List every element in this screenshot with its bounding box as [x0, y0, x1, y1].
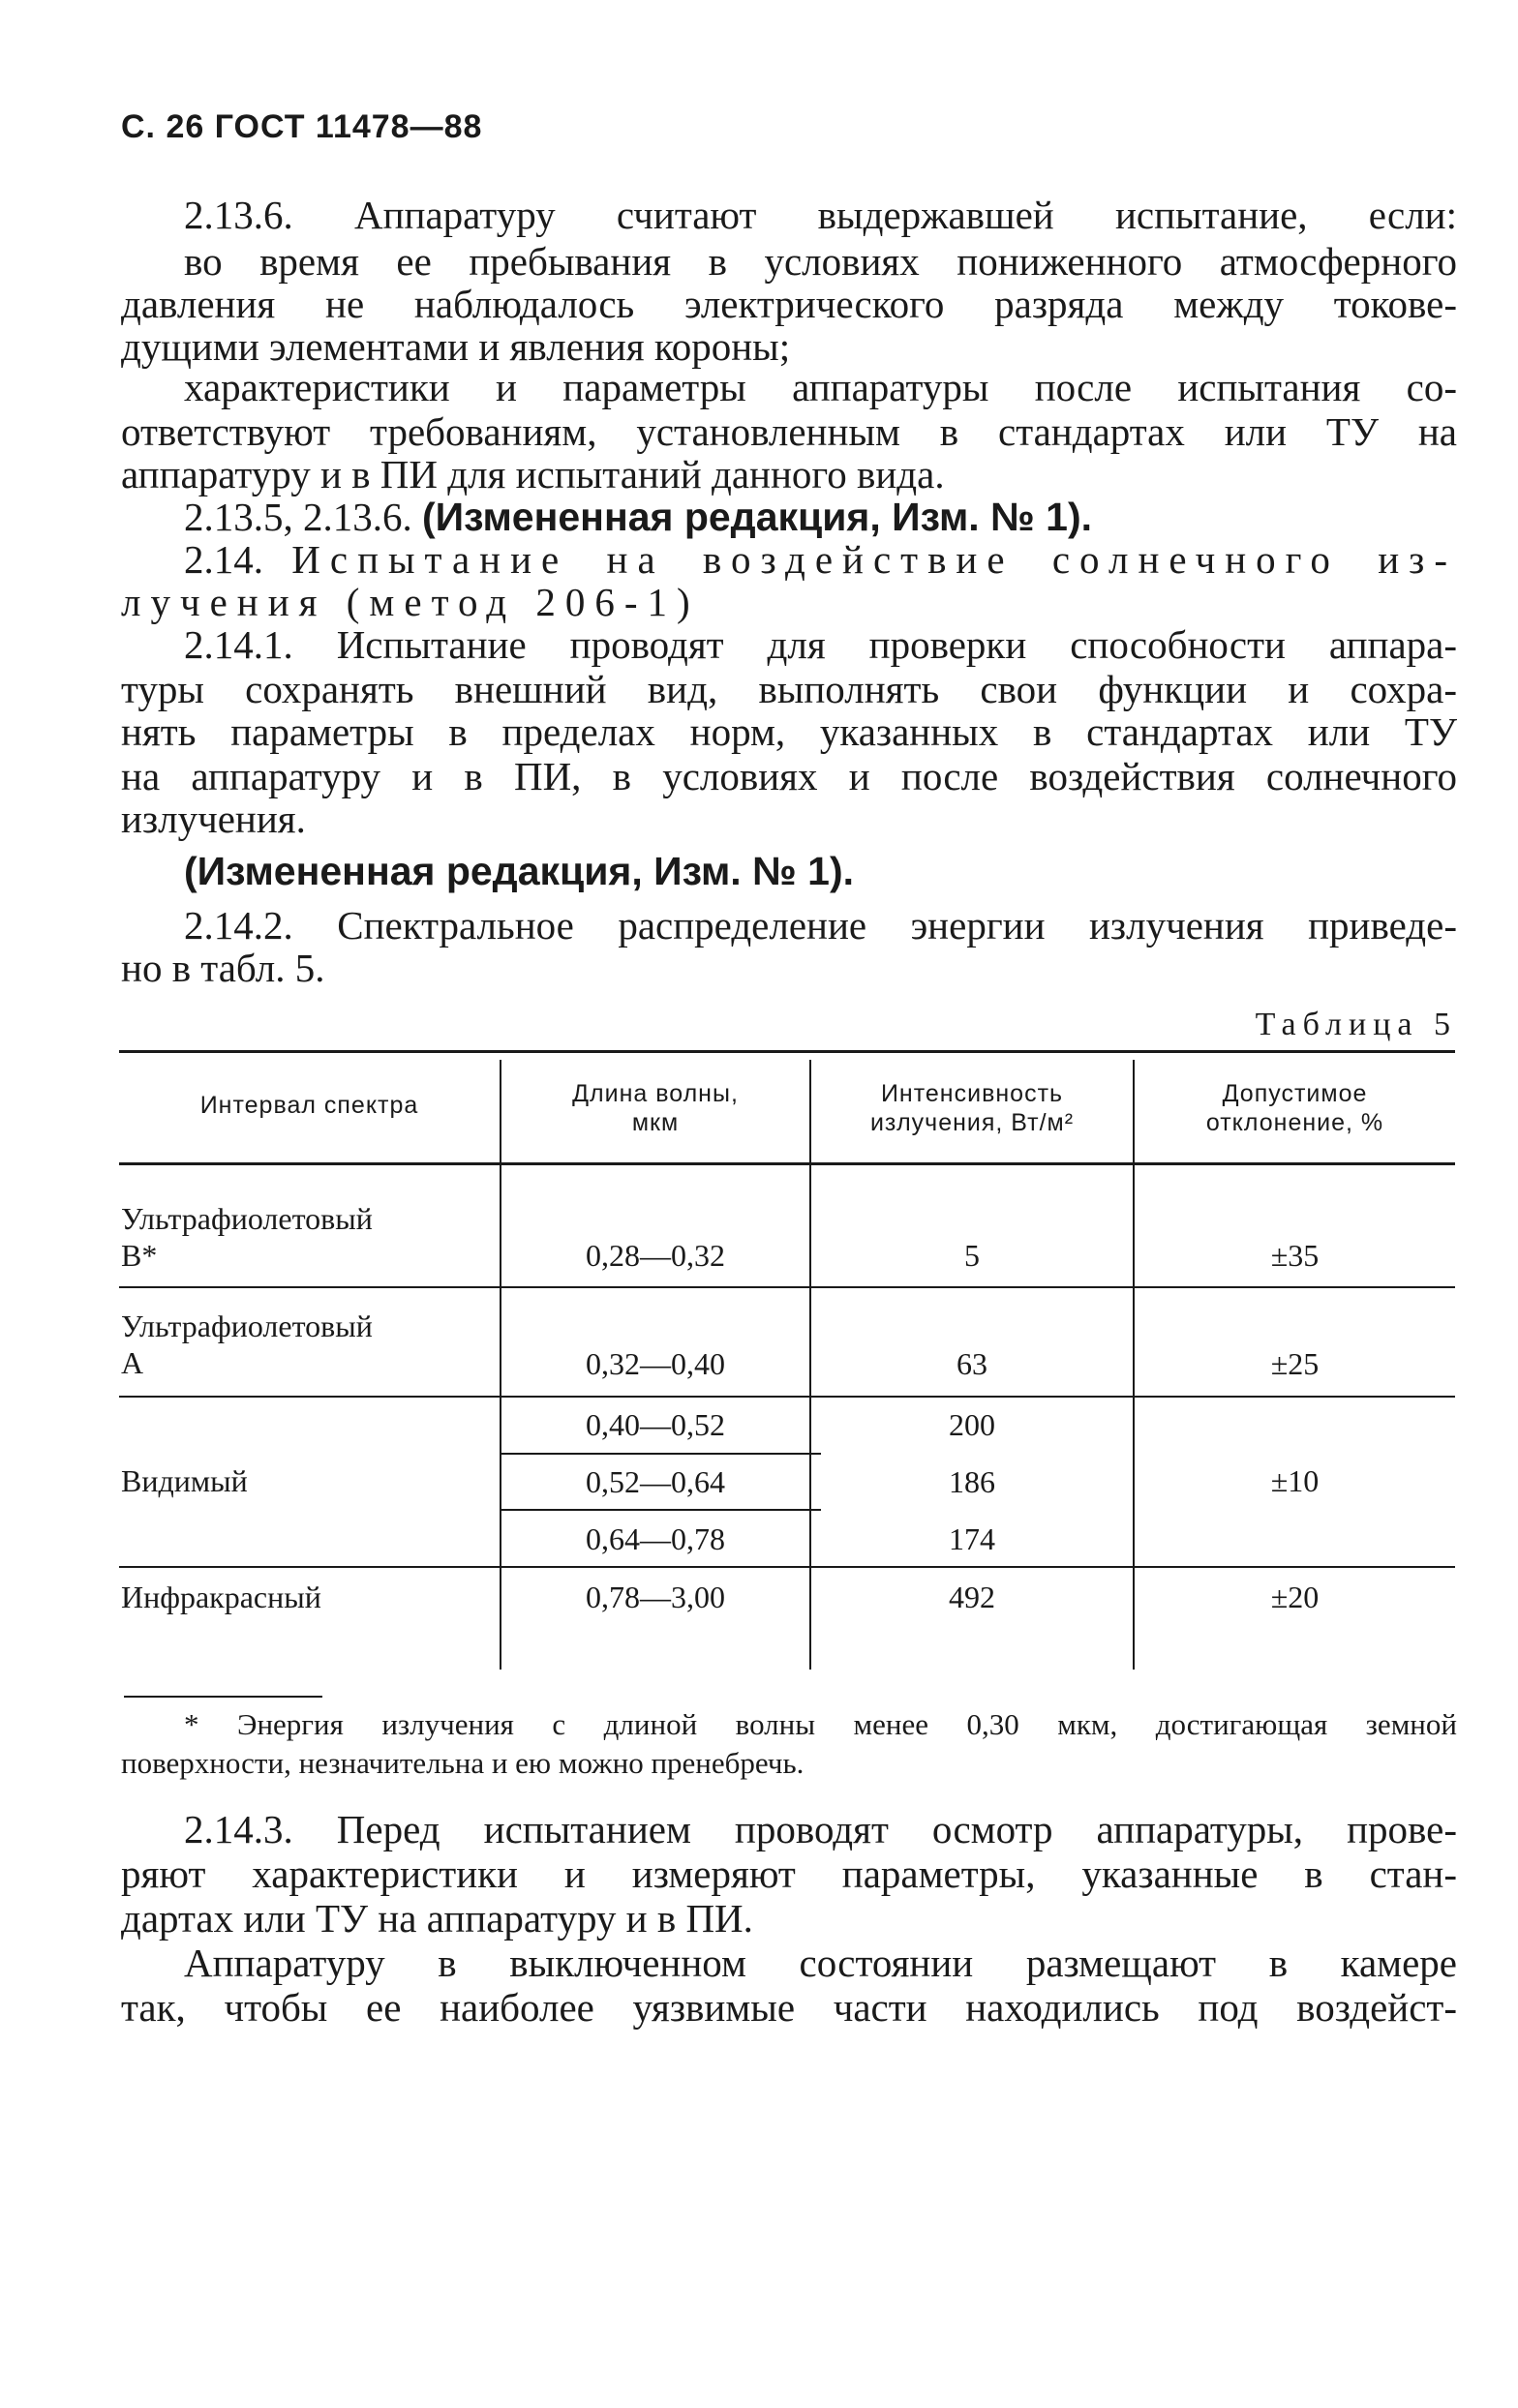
footnote-line: * Энергия излучения с длиной волны менее 0,30 мкм, достигающая земной — [184, 1707, 1457, 1741]
section-title-cont: лучения (метод 206-1) — [121, 580, 700, 624]
row-rule — [119, 1286, 1455, 1288]
paragraph-line: излучения. — [121, 797, 306, 841]
cell-tolerance: ±25 — [1270, 1346, 1320, 1381]
paragraph-line: нять параметры в пределах норм, указанных в стандартах или ТУ — [121, 709, 1457, 754]
paragraph-line: 2.14.3. Перед испытанием проводят осмотр аппаратуры, прове- — [184, 1807, 1457, 1851]
cell-intensity: 200 — [949, 1407, 995, 1442]
paragraph-line: аппаратуру и в ПИ для испытаний данного вида. — [121, 452, 945, 497]
header-intensity — [811, 1079, 1133, 1137]
cell-intensity: 174 — [949, 1521, 995, 1556]
amendment-note: (Измененная редакция, Изм. № 1). — [422, 495, 1093, 539]
section-number: 2.14. — [184, 537, 263, 582]
footnote-rule — [124, 1696, 322, 1698]
footnote-line: поверхности, незначительна и ею можно пренебречь. — [121, 1746, 805, 1780]
cell-wavelength: 0,52—0,64 — [586, 1464, 725, 1499]
header-tolerance — [1135, 1079, 1455, 1137]
cell-wavelength: 0,78—3,00 — [586, 1580, 725, 1614]
cell-text: Ультрафиолетовый — [121, 1201, 373, 1236]
amendment-line — [184, 494, 1457, 540]
paragraph-line: 2.13.6. Аппаратуру считают выдержавшей испытание, если: — [184, 193, 1457, 237]
row-rule — [119, 1566, 1455, 1568]
spectrum-table — [119, 1050, 1455, 1670]
header-text: Интервал спектра — [199, 1092, 419, 1119]
header-wavelength — [501, 1079, 809, 1137]
cell-text: А — [121, 1345, 144, 1380]
paragraph-line: во время ее пребывания в условиях пониженного атмосферного — [184, 239, 1457, 284]
cell-wavelength: 0,28—0,32 — [586, 1238, 725, 1273]
paragraph-line: 2.14.1. Испытание проводят для проверки способности аппара- — [184, 622, 1457, 667]
cell-interval — [121, 1200, 373, 1274]
section-heading-line — [184, 536, 1457, 583]
table-top-rule — [119, 1050, 1455, 1053]
cell-tolerance: ±20 — [1270, 1580, 1320, 1614]
row-rule — [501, 1509, 821, 1511]
paragraph-line: туры сохранять внешний вид, выполнять свои функции и сохра- — [121, 667, 1457, 711]
header-interval — [119, 1091, 500, 1120]
header-text: Допустимое — [1222, 1080, 1368, 1107]
paragraph-line: на аппаратуру и в ПИ, в условиях и после воздействия солнечного — [121, 754, 1457, 798]
clause-reference: 2.13.5, 2.13.6. — [184, 495, 412, 539]
paragraph-line: ответствуют требованиям, установленным в стандартах или ТУ на — [121, 409, 1457, 454]
cell-wavelength: 0,64—0,78 — [586, 1521, 725, 1556]
row-rule — [501, 1453, 821, 1455]
cell-interval: Видимый — [121, 1463, 248, 1498]
header-text: отклонение, % — [1205, 1109, 1384, 1136]
table-caption: Таблица 5 — [1255, 1007, 1457, 1042]
header-text: Длина волны, — [572, 1080, 739, 1107]
paragraph-line: давления не наблюдалось электрического разряда между токове- — [121, 282, 1457, 326]
cell-intensity: 5 — [964, 1238, 980, 1273]
amendment-note: (Измененная редакция, Изм. № 1). — [184, 849, 855, 893]
paragraph-line: но в табл. 5. — [121, 946, 325, 990]
cell-interval — [121, 1308, 373, 1381]
cell-text: Ультрафиолетовый — [121, 1309, 373, 1343]
row-rule — [119, 1396, 1455, 1398]
cell-wavelength: 0,40—0,52 — [586, 1407, 725, 1442]
cell-tolerance: ±35 — [1270, 1238, 1320, 1273]
paragraph-line: ряют характеристики и измеряют параметры, указанные в стан- — [121, 1851, 1457, 1896]
table-header-rule — [119, 1162, 1455, 1165]
paragraph-line: 2.14.2. Спектральное распределение энергии излучения приведе- — [184, 903, 1457, 948]
paragraph-line: так, чтобы ее наиболее уязвимые части находились под воздейст- — [121, 1985, 1457, 2030]
cell-intensity: 63 — [956, 1346, 987, 1381]
paragraph-line: дущими элементами и явления короны; — [121, 324, 791, 369]
header-text: мкм — [631, 1109, 680, 1136]
paragraph-line: Аппаратуру в выключенном состоянии размещают в камере — [184, 1941, 1457, 1985]
cell-wavelength: 0,32—0,40 — [586, 1346, 725, 1381]
paragraph-line: характеристики и параметры аппаратуры после испытания со- — [184, 365, 1457, 409]
page-header: С. 26 ГОСТ 11478—88 — [121, 108, 483, 145]
cell-intensity: 186 — [949, 1464, 995, 1499]
paragraph-line: дартах или ТУ на аппаратуру и в ПИ. — [121, 1896, 753, 1941]
cell-intensity: 492 — [949, 1580, 995, 1614]
cell-interval: Инфракрасный — [121, 1580, 321, 1614]
cell-tolerance: ±10 — [1270, 1463, 1320, 1498]
section-title: Испытание на воздействие солнечного из- — [291, 537, 1457, 582]
cell-text: В* — [121, 1238, 158, 1273]
header-text: излучения, Вт/м² — [869, 1109, 1075, 1136]
header-text: Интенсивность — [880, 1080, 1064, 1107]
